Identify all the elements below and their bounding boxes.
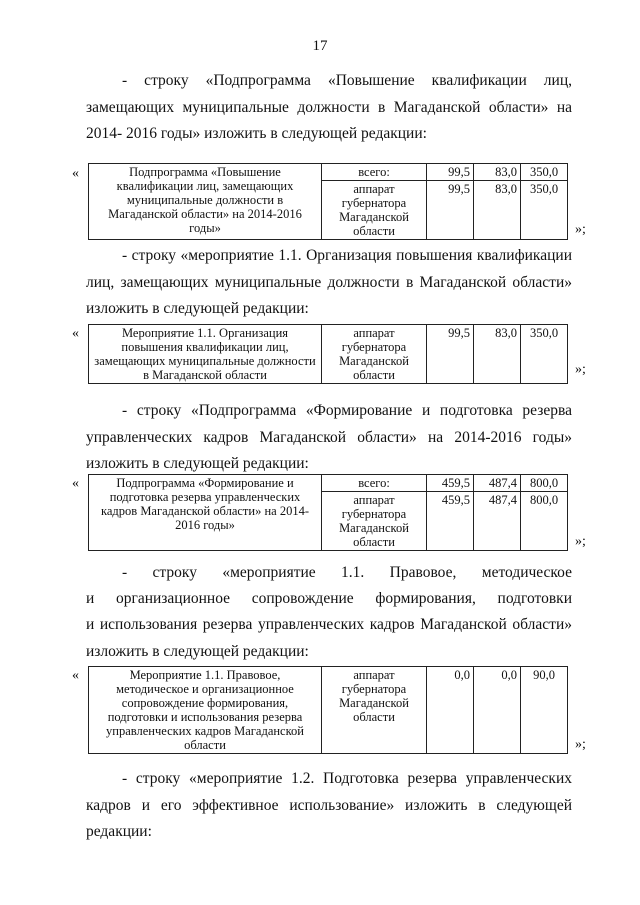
- table-3: [88, 474, 568, 551]
- table-2-v1: 99,5: [427, 325, 474, 384]
- table-1-v2: 83,0: [474, 181, 521, 240]
- paragraph-1: - строку «Подпрограмма «Повышение квалификации лиц, замещающих муниципальные должности в Магаданской области» на 2014- 2016 годы» изложить в следующей редакции:: [86, 72, 572, 142]
- table-2: [88, 324, 568, 384]
- table-4-v3: 90,0: [521, 667, 568, 754]
- table-4-name: Мероприятие 1.1. Правовое, методическое и организационное сопровождение формирования, подготовки и использования резерва управленческих кадров Магаданской области: [89, 667, 322, 754]
- paragraph-4-rest: и использования резерва управленческих кадров Магаданской области» изложить в следующей редакции:: [86, 616, 572, 660]
- table-2-exec: аппарат губернатора Магаданской области: [322, 325, 427, 384]
- table-1: [88, 163, 568, 240]
- table-4-exec: аппарат губернатора Магаданской области: [322, 667, 427, 754]
- table-row: [89, 667, 568, 754]
- paragraph-2: - строку «мероприятие 1.1. Организация повышения квалификации лиц, замещающих муниципальные должности в Магаданской области» изложить в следующей редакции:: [86, 247, 572, 317]
- quote-open-4: «: [72, 668, 79, 683]
- paragraph-4-line-1: - строку «мероприятие 1.1. Правовое, методическое: [122, 564, 572, 581]
- table-3-v3-total: 800,0: [521, 475, 568, 492]
- table-3-exec: аппарат губернатора Магаданской области: [322, 492, 427, 551]
- table-3-v3: 800,0: [521, 492, 568, 551]
- quote-open-2: «: [72, 326, 79, 341]
- table-1-v1-total: 99,5: [427, 164, 474, 181]
- table-2-v3: 350,0: [521, 325, 568, 384]
- quote-close-3: »;: [575, 534, 586, 549]
- table-4: [88, 666, 568, 754]
- table-3-v1: 459,5: [427, 492, 474, 551]
- paragraph-3: - строку «Подпрограмма «Формирование и подготовка резерва управленческих кадров Магаданской области» на 2014-2016 годы» изложить в следующей редакции:: [86, 402, 572, 472]
- table-row: [89, 475, 568, 492]
- paragraph-5: - строку «мероприятие 1.2. Подготовка резерва управленческих кадров и его эффективное использование» изложить в следующей редакции:: [86, 770, 572, 840]
- table-3-name: Подпрограмма «Формирование и подготовка резерва управленческих кадров Магаданской области» на 2014-2016 годы»: [89, 475, 322, 551]
- table-4-v2: 0,0: [474, 667, 521, 754]
- quote-open-1: «: [72, 166, 79, 181]
- table-1-v2-total: 83,0: [474, 164, 521, 181]
- table-3-v1-total: 459,5: [427, 475, 474, 492]
- table-row: [89, 164, 568, 181]
- quote-close-1: »;: [575, 222, 586, 237]
- quote-close-2: »;: [575, 362, 586, 377]
- table-1-v1: 99,5: [427, 181, 474, 240]
- quote-close-4: »;: [575, 737, 586, 752]
- table-1-v3-total: 350,0: [521, 164, 568, 181]
- table-4-v1: 0,0: [427, 667, 474, 754]
- page-number: 17: [312, 38, 328, 54]
- table-1-name: Подпрограмма «Повышение квалификации лиц, замещающих муниципальные должности в Магаданской области» на 2014-2016 годы»: [89, 164, 322, 240]
- table-2-v2: 83,0: [474, 325, 521, 384]
- table-3-v2: 487,4: [474, 492, 521, 551]
- table-1-exec: аппарат губернатора Магаданской области: [322, 181, 427, 240]
- paragraph-4-line-2: и организационное сопровождение формирования, подготовки: [86, 590, 572, 607]
- table-row: [89, 325, 568, 384]
- table-3-v2-total: 487,4: [474, 475, 521, 492]
- table-3-exec-total: всего:: [322, 475, 427, 492]
- table-2-name: Мероприятие 1.1. Организация повышения квалификации лиц, замещающих муниципальные должности в Магаданской области: [89, 325, 322, 384]
- table-1-v3: 350,0: [521, 181, 568, 240]
- table-1-exec-total: всего:: [322, 164, 427, 181]
- quote-open-3: «: [72, 476, 79, 491]
